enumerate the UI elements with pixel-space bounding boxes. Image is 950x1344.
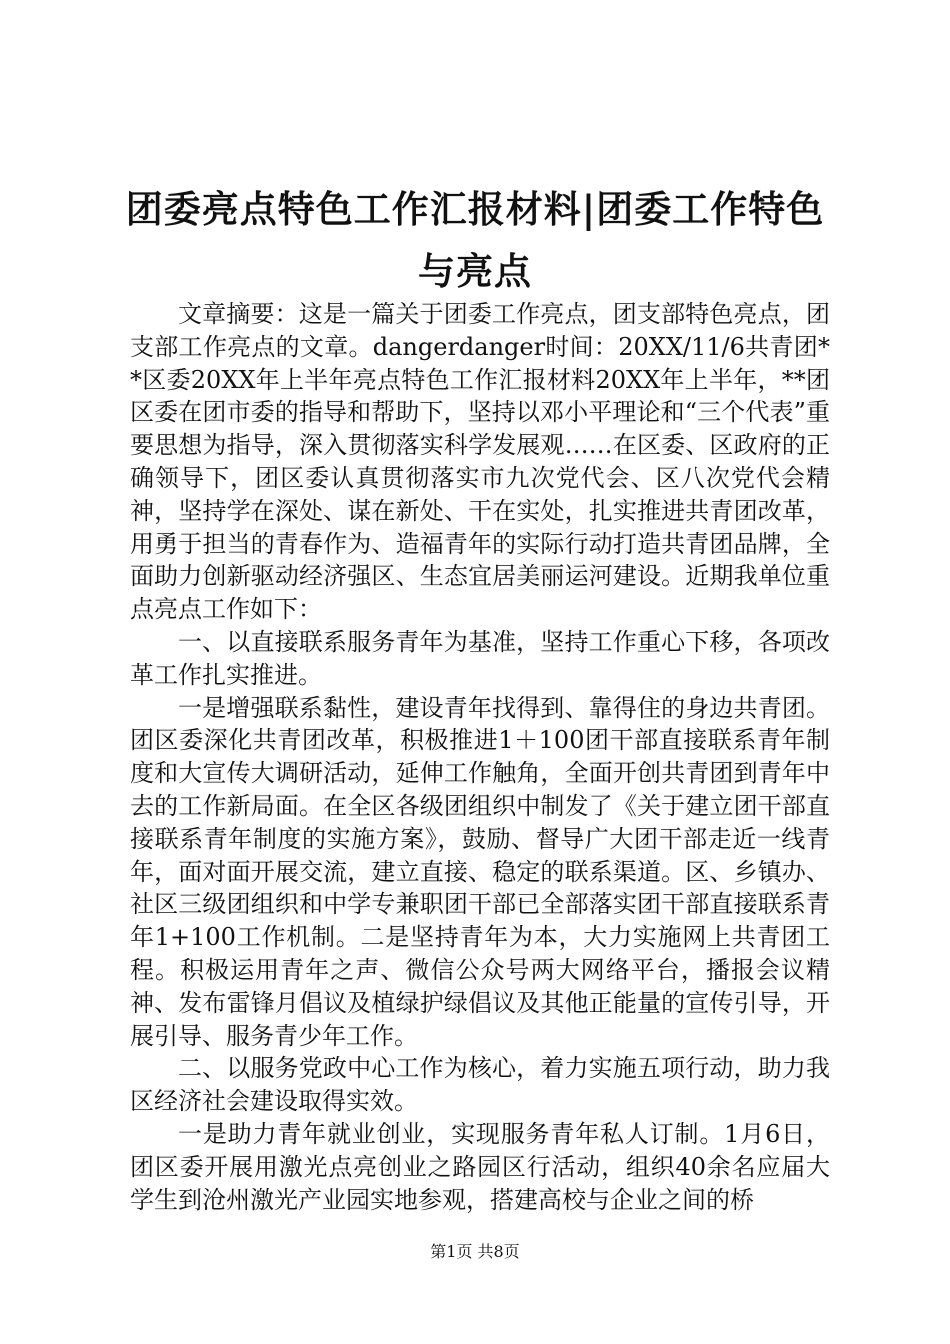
paragraph-section-two-body: 一是助力青年就业创业，实现服务青年私人订制。1月6日，团区委开展用激光点亮创业之路园区行活动，组织40余名应届大学生到沧州激光产业园实地参观，搭建高校与企业之间的桥 xyxy=(130,1119,830,1214)
page-number-footer: 第1页 共8页 xyxy=(430,1242,520,1261)
paragraph-section-two-heading: 二、以服务党政中心工作为核心，着力实施五项行动，助力我区经济社会建设取得实效。 xyxy=(130,1054,830,1116)
paragraph-section-one-heading: 一、以直接联系服务青年为基准，坚持工作重心下移，各项改革工作扎实推进。 xyxy=(130,627,830,689)
document-title: 团委亮点特色工作汇报材料|团委工作特色与亮点 xyxy=(125,187,825,293)
paragraph-section-one-body: 一是增强联系黏性，建设青年找得到、靠得住的身边共青团。团区委深化共青团改革，积极推进1＋100团干部直接联系青年制度和大宣传大调研活动，延伸工作触角，全面开创共青团到青年中去的工作新局面。在全区各级团组织中制发了《关于建立团干部直接联系青年制度的实施方案》，鼓励、督导广大团干部走近一线青年，面对面开展交流，建立直接、稳定的联系渠道。区、乡镇办、社区三级团组织和中学专兼职团干部已全部落实团干部直接联系青年1+100工作机制。二是坚持青年为本，大力实施网上共青团工程。积极运用青年之声、微信公众号两大网络平台，播报会议精神、发布雷锋月倡议及植绿护绿倡议及其他正能量的宣传引导，开展引导、服务青少年工作。 xyxy=(130,693,830,1050)
document-body xyxy=(130,298,830,1216)
paragraph-abstract: 文章摘要：这是一篇关于团委工作亮点，团支部特色亮点，团支部工作亮点的文章。dangerdanger时间：20XX/11/6共青团**区委20XX年上半年亮点特色工作汇报材料20XX年上半年，**团区委在团市委的指导和帮助下，坚持以邓小平理论和“三个代表”重要思想为指导，深入贯彻落实科学发展观……在区委、区政府的正确领导下，团区委认真贯彻落实市九次党代会、区八次党代会精神，坚持学在深处、谋在新处、干在实处，扎实推进共青团改革，用勇于担当的青春作为、造福青年的实际行动打造共青团品牌，全面助力创新驱动经济强区、生态宜居美丽运河建设。近期我单位重点亮点工作如下： xyxy=(130,300,830,624)
